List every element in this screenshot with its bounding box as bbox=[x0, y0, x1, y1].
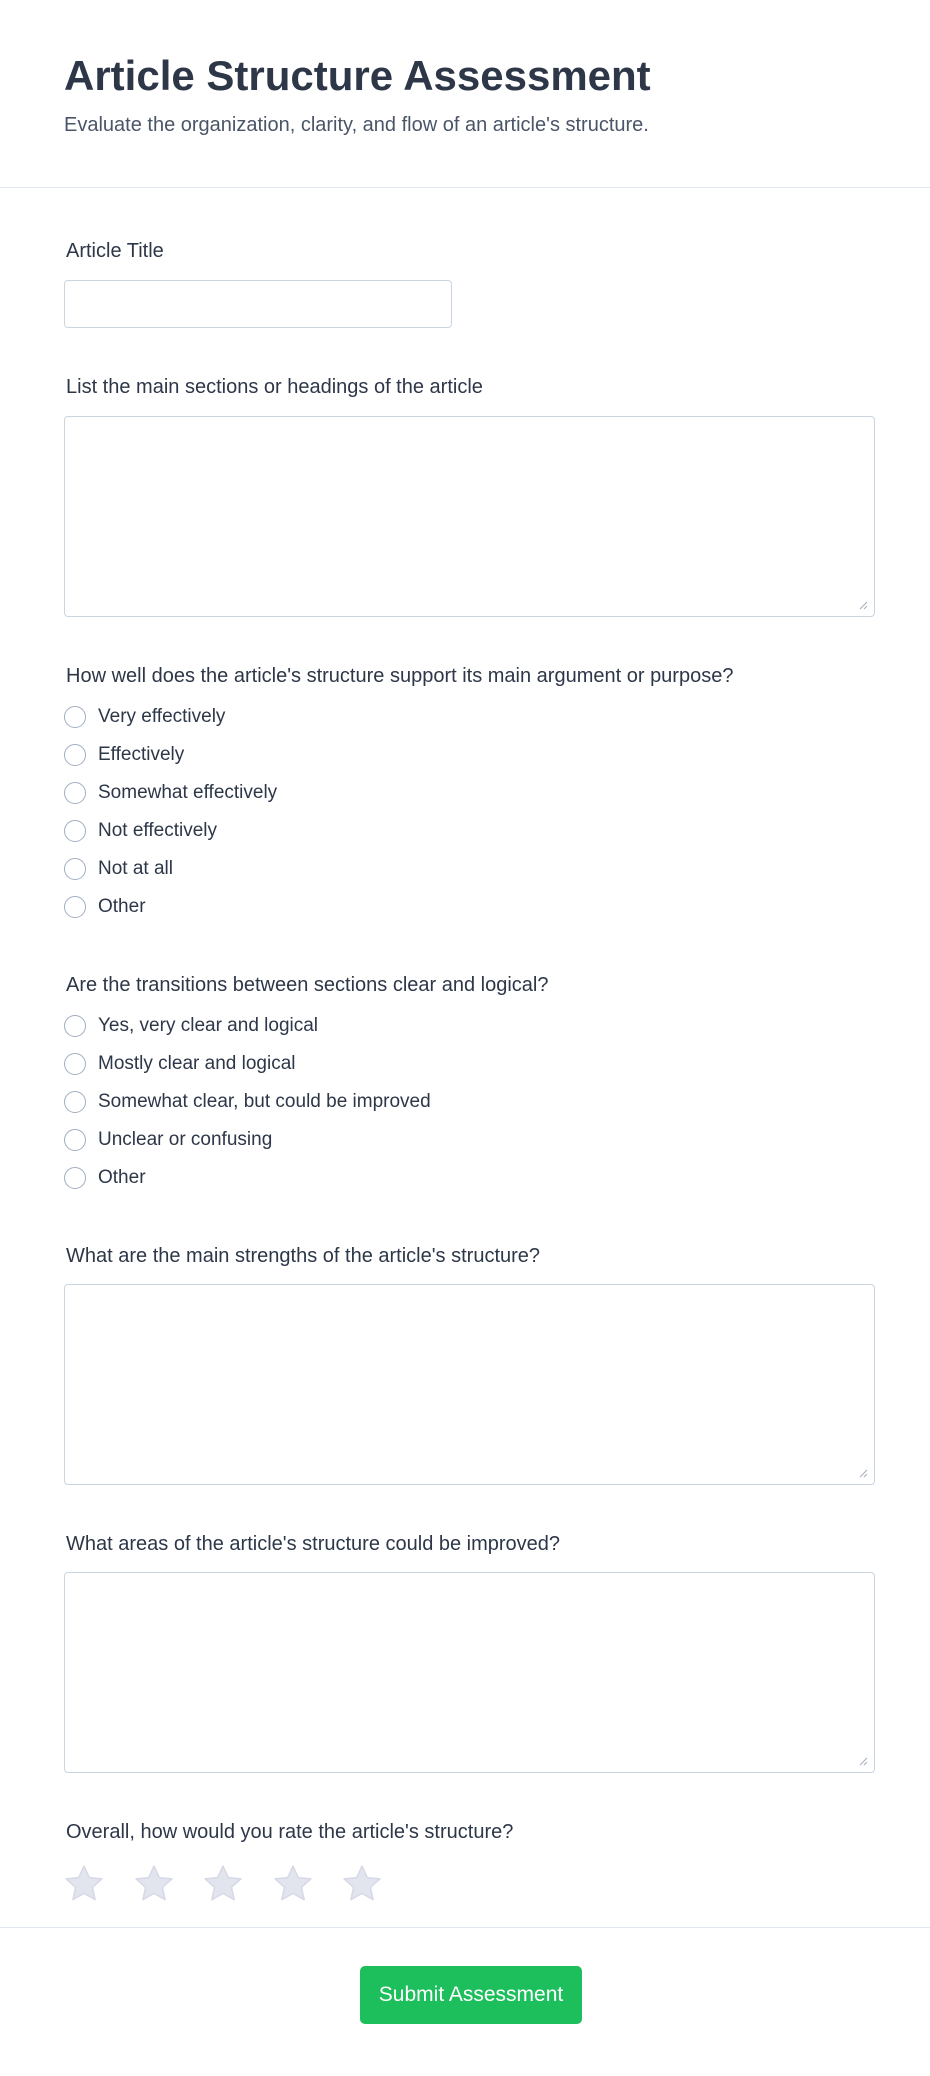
radio-button[interactable] bbox=[64, 782, 86, 804]
radio-button[interactable] bbox=[64, 744, 86, 766]
radio-button[interactable] bbox=[64, 1015, 86, 1037]
radio-option-label: Other bbox=[98, 1167, 146, 1188]
radio-option-label: Unclear or confusing bbox=[98, 1129, 273, 1150]
article-title-input[interactable] bbox=[64, 280, 452, 328]
radio-option-label: Not at all bbox=[98, 858, 173, 879]
radio-option-label: Effectively bbox=[98, 744, 185, 765]
radio-option-label: Yes, very clear and logical bbox=[98, 1015, 319, 1036]
radio-button[interactable] bbox=[64, 858, 86, 880]
star-icon[interactable] bbox=[132, 1862, 176, 1906]
star-icon[interactable] bbox=[271, 1862, 315, 1906]
radio-option[interactable] bbox=[64, 736, 277, 774]
page-subtitle: Evaluate the organization, clarity, and flow of an article's structure. bbox=[64, 114, 649, 136]
sections-textarea[interactable] bbox=[64, 416, 875, 617]
star-icon[interactable] bbox=[340, 1862, 384, 1906]
radio-option-label: Mostly clear and logical bbox=[98, 1053, 296, 1074]
submit-assessment-button[interactable]: Submit Assessment bbox=[360, 1966, 582, 2024]
radio-button[interactable] bbox=[64, 1091, 86, 1113]
radio-option[interactable] bbox=[64, 850, 277, 888]
improvements-textarea[interactable] bbox=[64, 1572, 875, 1773]
transitions-options bbox=[64, 1007, 431, 1197]
star-rating bbox=[62, 1862, 410, 1906]
radio-option[interactable] bbox=[64, 774, 277, 812]
rating-label: Overall, how would you rate the article's structure? bbox=[66, 1821, 514, 1843]
structure-support-options bbox=[64, 698, 277, 926]
radio-option[interactable] bbox=[64, 1045, 431, 1083]
sections-label: List the main sections or headings of the article bbox=[66, 376, 483, 398]
radio-button[interactable] bbox=[64, 1053, 86, 1075]
resize-grip-icon[interactable] bbox=[858, 1468, 868, 1478]
radio-option-label: Not effectively bbox=[98, 820, 217, 841]
radio-option-label: Somewhat clear, but could be improved bbox=[98, 1091, 431, 1112]
radio-option[interactable] bbox=[64, 698, 277, 736]
radio-option-label: Very effectively bbox=[98, 706, 226, 727]
radio-button[interactable] bbox=[64, 896, 86, 918]
radio-option[interactable] bbox=[64, 1121, 431, 1159]
radio-button[interactable] bbox=[64, 820, 86, 842]
form-header bbox=[0, 0, 930, 188]
assessment-form bbox=[0, 188, 930, 1926]
star-icon[interactable] bbox=[201, 1862, 245, 1906]
radio-button[interactable] bbox=[64, 1167, 86, 1189]
radio-option[interactable] bbox=[64, 812, 277, 850]
strengths-label: What are the main strengths of the article's structure? bbox=[66, 1245, 541, 1267]
radio-option-label: Other bbox=[98, 896, 146, 917]
radio-option-label: Somewhat effectively bbox=[98, 782, 278, 803]
article-title-label: Article Title bbox=[66, 240, 164, 262]
improvements-label: What areas of the article's structure could be improved? bbox=[66, 1533, 561, 1555]
page-title: Article Structure Assessment bbox=[64, 52, 651, 99]
resize-grip-icon[interactable] bbox=[858, 600, 868, 610]
resize-grip-icon[interactable] bbox=[858, 1756, 868, 1766]
radio-option[interactable] bbox=[64, 1007, 431, 1045]
strengths-textarea[interactable] bbox=[64, 1284, 875, 1485]
star-icon[interactable] bbox=[62, 1862, 106, 1906]
form-footer bbox=[0, 1927, 930, 2076]
radio-option[interactable] bbox=[64, 1159, 431, 1197]
transitions-label: Are the transitions between sections clear and logical? bbox=[66, 974, 549, 996]
radio-button[interactable] bbox=[64, 706, 86, 728]
radio-button[interactable] bbox=[64, 1129, 86, 1151]
radio-option[interactable] bbox=[64, 1083, 431, 1121]
radio-option[interactable] bbox=[64, 888, 277, 926]
structure-support-label: How well does the article's structure support its main argument or purpose? bbox=[66, 665, 734, 687]
